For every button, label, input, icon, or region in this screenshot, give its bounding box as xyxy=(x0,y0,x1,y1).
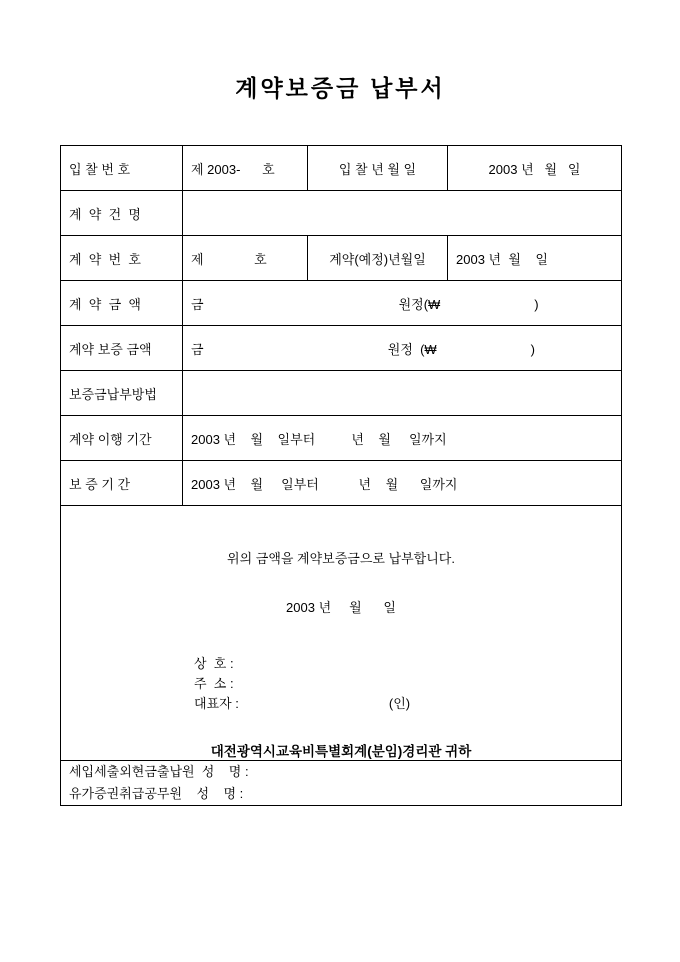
guarantee-period-label: 보 증 기 간 xyxy=(61,461,183,506)
declaration-date: 2003 년 월 일 xyxy=(286,600,396,615)
company-name-label: 상 호 : xyxy=(194,656,234,671)
contract-date-label: 계약(예정)년월일 xyxy=(308,236,448,281)
row-performance-period xyxy=(61,416,622,461)
declaration-cell xyxy=(61,506,622,761)
seal-mark: (인) xyxy=(388,696,411,711)
performance-period-label: 계약 이행 기간 xyxy=(61,416,183,461)
row-guarantee-period xyxy=(61,461,622,506)
bid-date-value: 2003 년 월 일 xyxy=(448,146,622,191)
bid-date-label: 입 찰 년 월 일 xyxy=(308,146,448,191)
row-contract-amount xyxy=(61,281,622,326)
representative-line xyxy=(194,694,613,714)
form-table xyxy=(60,145,622,806)
payment-method-label: 보증금납부방법 xyxy=(61,371,183,416)
contract-amount-value: 금 원정(₩ ) xyxy=(183,281,622,326)
contract-amount-label: 계 약 금 액 xyxy=(61,281,183,326)
row-payment-method xyxy=(61,371,622,416)
declaration-company-block xyxy=(194,654,613,714)
footer-cashier-line: 세입세출외현금출납원 성 명 : xyxy=(69,764,249,779)
document-title: 계약보증금 납부서 xyxy=(235,76,446,101)
address-label: 주 소 : xyxy=(194,676,234,691)
deposit-amount-label: 계약 보증 금액 xyxy=(61,326,183,371)
footer-cell xyxy=(61,761,622,806)
row-footer xyxy=(61,761,622,806)
contract-date-value: 2003 년 월 일 xyxy=(448,236,622,281)
contract-name-label: 계 약 건 명 xyxy=(61,191,183,236)
bid-number-value: 제 2003- 호 xyxy=(183,146,308,191)
performance-period-value: 2003 년 월 일부터 년 월 일까지 xyxy=(183,416,622,461)
bid-number-label: 입 찰 번 호 xyxy=(61,146,183,191)
row-declaration xyxy=(61,506,622,761)
contract-number-value: 제 호 xyxy=(183,236,308,281)
contract-number-label: 계 약 번 호 xyxy=(61,236,183,281)
row-contract-name xyxy=(61,191,622,236)
footer-securities-line: 유가증권취급공무원 성 명 : xyxy=(69,786,244,801)
row-contract-number xyxy=(61,236,622,281)
contract-name-value xyxy=(183,191,622,236)
payment-method-value xyxy=(183,371,622,416)
row-bid-number xyxy=(61,146,622,191)
representative-label: 대표자 : xyxy=(194,696,239,711)
row-deposit-amount xyxy=(61,326,622,371)
declaration-recipient: 대전광역시교육비특별회계(분임)경리관 귀하 xyxy=(210,744,472,759)
deposit-amount-value: 금 원정 (₩ ) xyxy=(183,326,622,371)
declaration-statement: 위의 금액을 계약보증금으로 납부합니다. xyxy=(227,551,455,566)
guarantee-period-value: 2003 년 월 일부터 년 월 일까지 xyxy=(183,461,622,506)
